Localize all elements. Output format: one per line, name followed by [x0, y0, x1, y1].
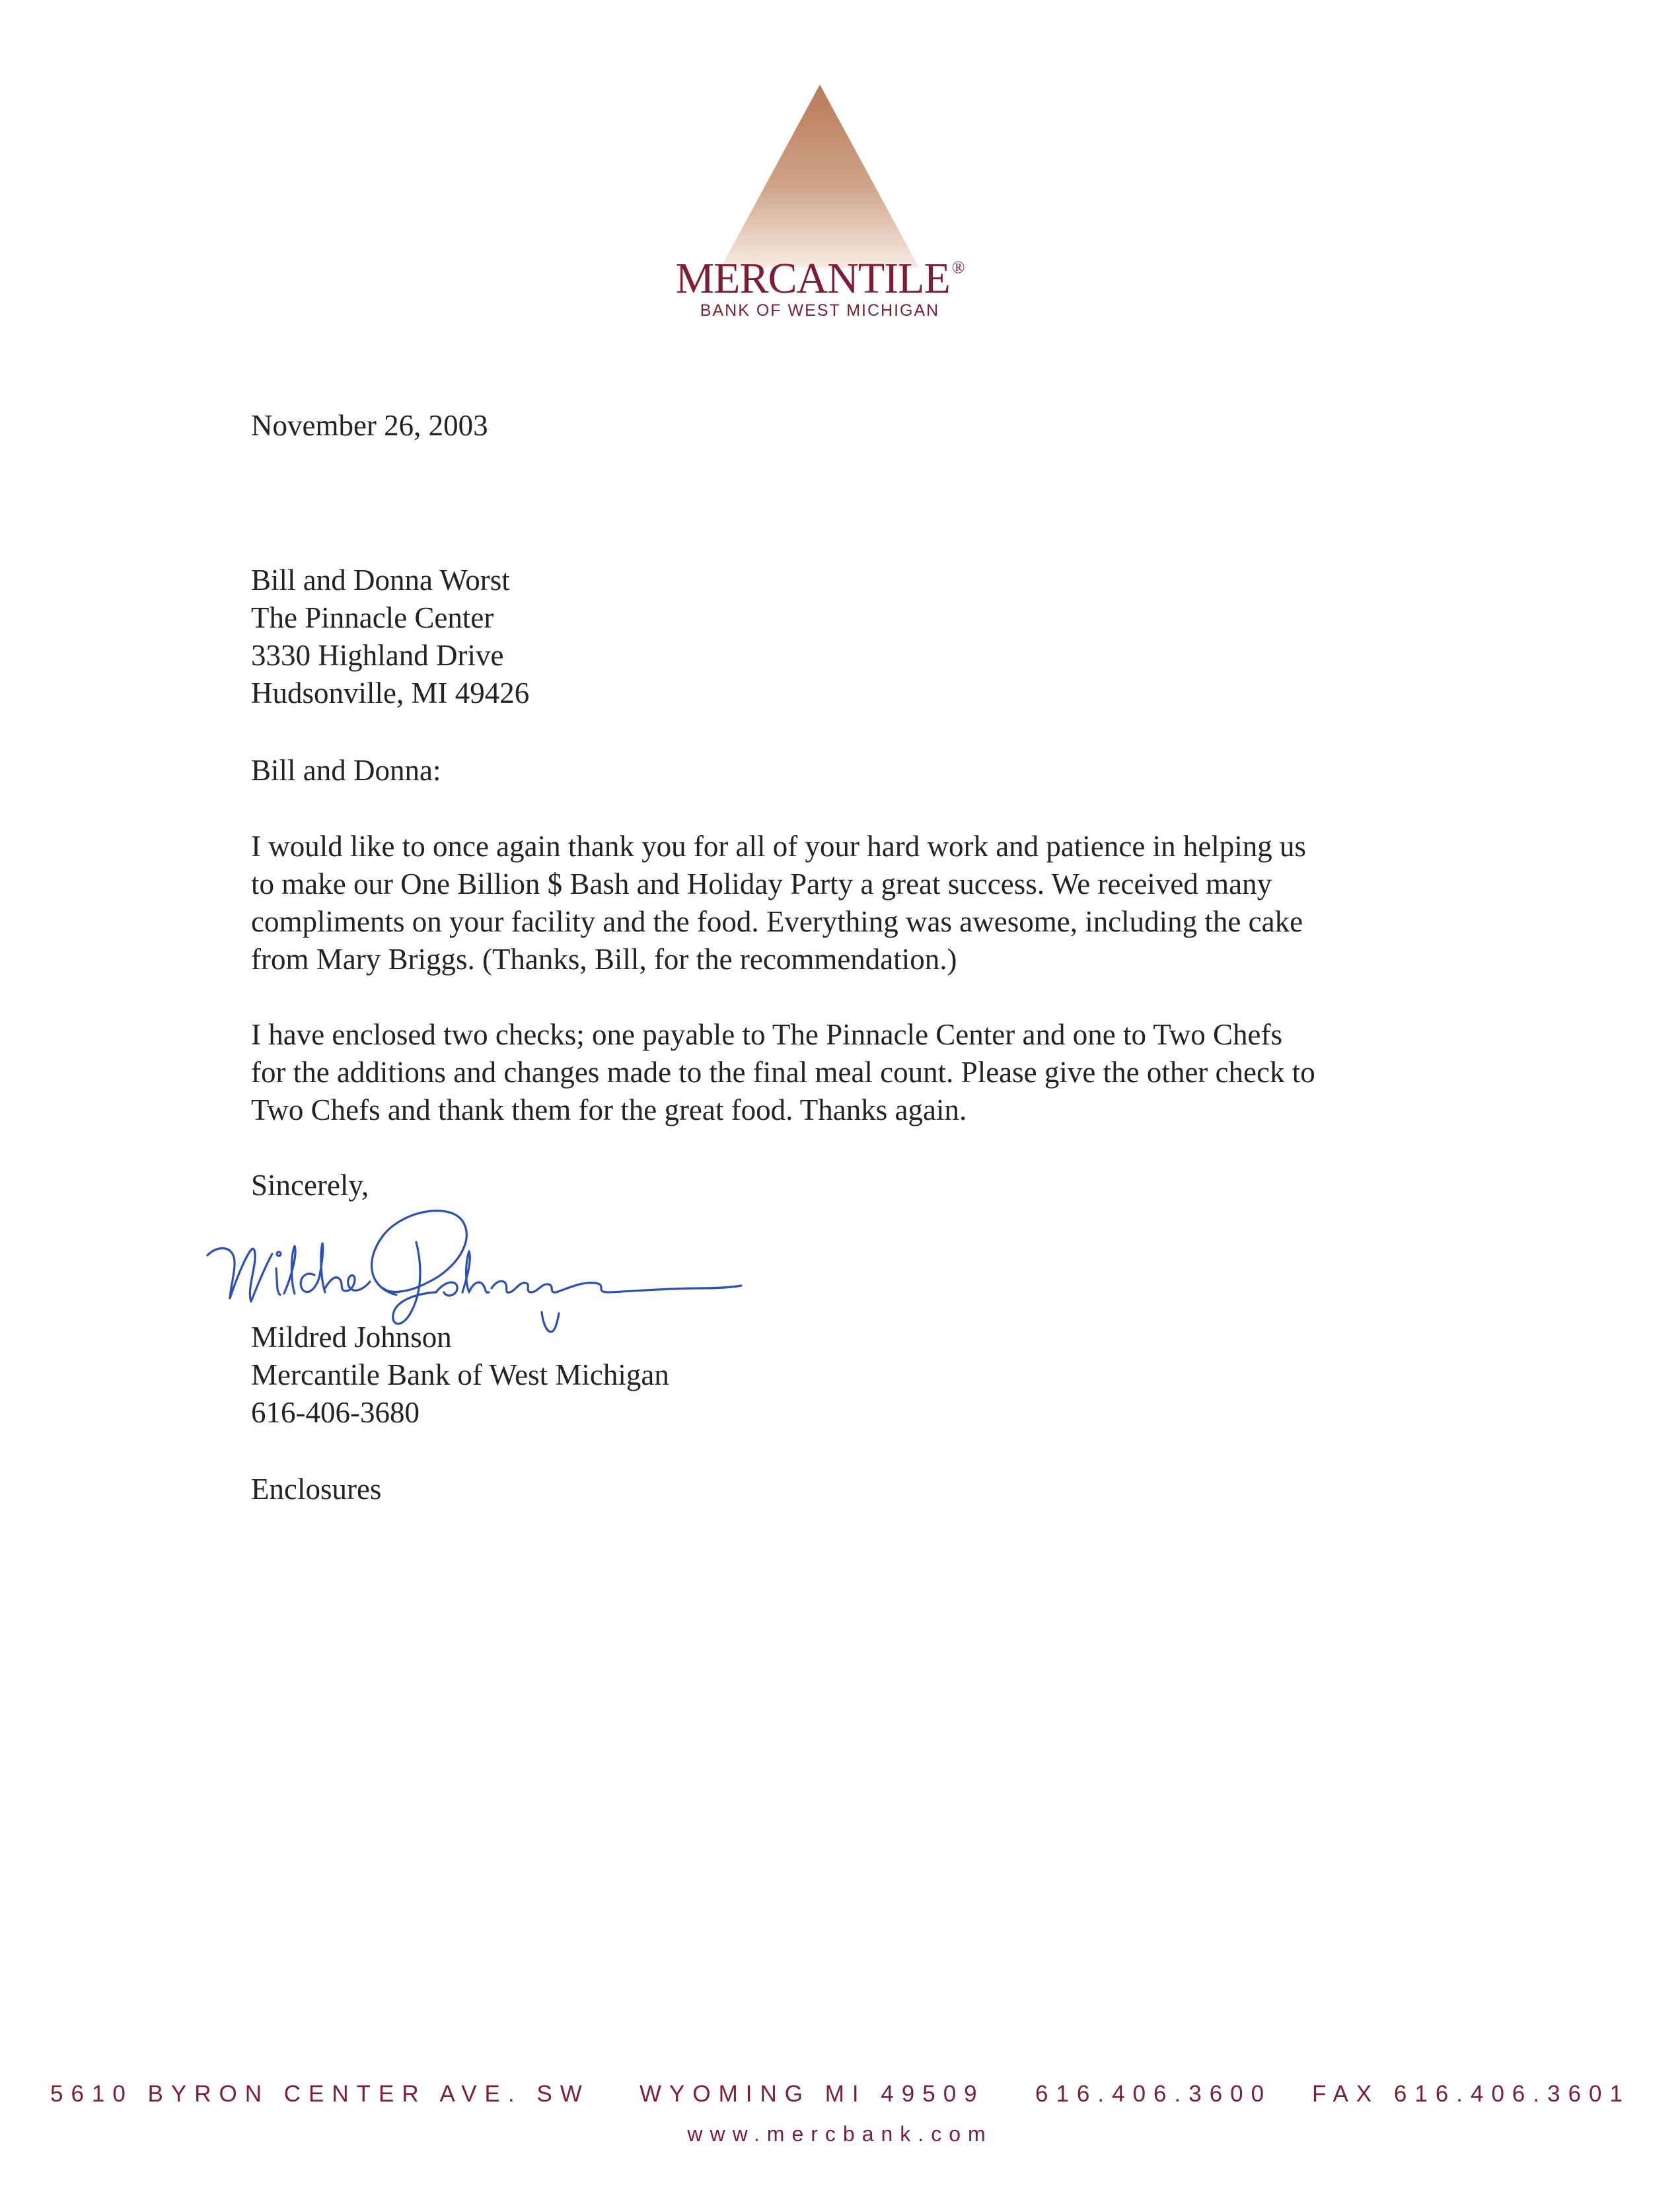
paragraph-line: from Mary Briggs. (Thanks, Bill, for the recommendation.): [251, 943, 957, 976]
footer-fax: FAX 616.406.3601: [1312, 2081, 1630, 2107]
recipient-street: 3330 Highland Drive: [251, 639, 504, 672]
closing: Sincerely,: [251, 1169, 369, 1202]
triangle-logo-icon: [721, 85, 919, 268]
footer-phone: 616.406.3600: [1035, 2081, 1272, 2107]
footer-street-address: 5610 BYRON CENTER AVE. SW: [50, 2081, 590, 2107]
paragraph-line: to make our One Billion $ Bash and Holiday Party a great success. We received many: [251, 867, 1272, 900]
footer-city: WYOMING MI 49509: [639, 2081, 985, 2107]
paragraph-1: [251, 828, 1306, 978]
registered-mark: ®: [951, 258, 965, 277]
recipient-address: [251, 562, 529, 712]
paragraph-line: Two Chefs and thank them for the great food. Thanks again.: [251, 1093, 967, 1126]
signer-phone: 616-406-3680: [251, 1396, 420, 1429]
signer-name: Mildred Johnson: [251, 1321, 452, 1354]
salutation: Bill and Donna:: [251, 754, 441, 787]
brand-name: MERCANTILE ®: [675, 254, 965, 303]
recipient-organization: The Pinnacle Center: [251, 601, 494, 634]
letterhead: [675, 85, 1005, 322]
letter-date: November 26, 2003: [251, 409, 488, 442]
footer-website: www.mercbank.com: [687, 2122, 993, 2146]
paragraph-line: for the additions and changes made to the final meal count. Please give the other check to: [251, 1056, 1315, 1089]
brand-subtitle: BANK OF WEST MICHIGAN: [700, 301, 940, 320]
paragraph-line: I would like to once again thank you for all of your hard work and patience in helping us: [251, 830, 1307, 863]
handwritten-signature: [198, 1183, 747, 1354]
paragraph-line: I have enclosed two checks; one payable to The Pinnacle Center and one to Two Chefs: [251, 1018, 1282, 1051]
enclosures-note: Enclosures: [251, 1473, 382, 1506]
paragraph-2: [251, 1016, 1315, 1129]
recipient-name: Bill and Donna Worst: [251, 564, 510, 597]
paragraph-line: compliments on your facility and the food. Everything was awesome, including the cake: [251, 905, 1303, 938]
signer-organization: Mercantile Bank of West Michigan: [251, 1358, 669, 1391]
recipient-city: Hudsonville, MI 49426: [251, 676, 530, 710]
